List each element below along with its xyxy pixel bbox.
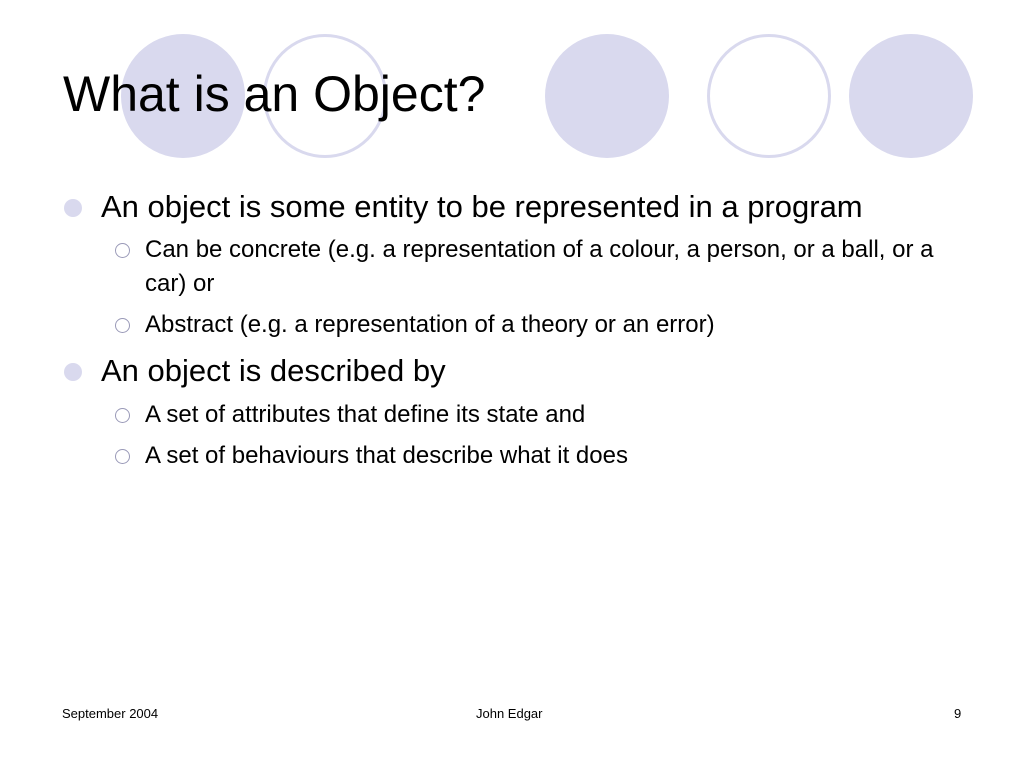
sub-bullet-item [145,398,975,432]
bullet-dot-icon [64,199,82,217]
sub-bullet-ring-icon [115,243,130,258]
sub-bullet-item [145,308,975,342]
sub-bullet-item [145,233,975,301]
sub-bullet-text: A set of attributes that define its state and [145,401,586,428]
page-number: 9 [954,706,962,721]
bullet-dot-icon [64,363,82,381]
footer-date: September 2004 [62,706,159,721]
footer-author: John Edgar [476,706,543,721]
slide-title: What is an Object? [63,66,486,122]
bullet-text: An object is described by [101,353,446,388]
sub-bullet-item [145,439,975,473]
bullet-text: An object is some entity to be represented in a program [101,189,863,224]
sub-bullet-text: Abstract (e.g. a representation of a theory or an error) [145,311,715,338]
sub-bullet-ring-icon [115,408,130,423]
sub-bullet-text: Can be concrete (e.g. a representation of a colour, a person, or a ball, or a car) or [145,236,934,297]
sub-bullet-ring-icon [115,318,130,333]
bullet-item [101,353,446,389]
sub-bullet-text: A set of behaviours that describe what it does [145,442,628,469]
bullet-item [101,189,863,225]
sub-bullet-ring-icon [115,449,130,464]
